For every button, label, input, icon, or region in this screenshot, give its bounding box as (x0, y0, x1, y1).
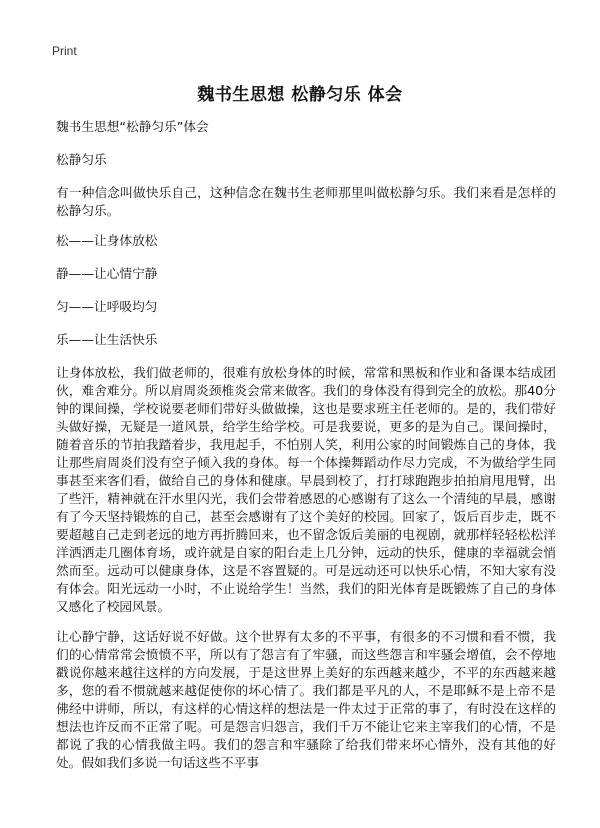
section-heading: 松静匀乐 (56, 152, 107, 167)
intro-paragraph: 有一种信念叫做快乐自己，这种信念在魏书生老师那里叫做松静匀乐。我们来看是怎样的松静匀乐。 (56, 185, 556, 218)
subtitle: 魏书生思想“松静匀乐”体会 (56, 119, 209, 134)
print-link[interactable]: Print (52, 44, 77, 58)
principle-jing: 静——让心情宁静 (56, 266, 158, 281)
body-paragraph-relax: 让身体放松，我们做老师的，很难有放松身体的时候，常常和黑板和作业和备课本结成团伙，难舍难分。所以肩周炎颈椎炎会常来做客。我们的身体没有得到完全的放松。那40分钟的课间操，学校说要老师们带好头做做操，这也是要求班主任老师的。是的，我们带好头做好操，无疑是一道风景，给学生给学校。可是我要说，更多的是为自己。课间操时，随着音乐的节拍我踏着步，我甩起手，不怕别人笑，利用公家的时间锻炼自己的身体，我让那些肩周炎们没有空子倾入我的身体。每一个体操舞蹈动作尽力完成，不为做给学生同事甚至来客们看，做给自己的身体和健康。早晨到校了，打打球跑跑步拍拍肩甩甩臂，出了些汗，精神就在汗水里闪光，我们会带着感恩的心感谢有了这么一个清纯的早晨，感谢有了今天坚持锻炼的自己，甚至会感谢有了这个美好的校园。回家了，饭后百步走，既不要超越自己走到老远的地方再折腾回来，也不留念饭后美丽的电视剧，就那样轻轻松松洋洋洒洒走几圈体育场，或许就是自家的阳台走上几分钟，远动的快乐，健康的幸福就会悄然而至。远动可以健康身体，这是不容置疑的。可是远动还可以快乐心情，不知大家有没有体会。阳光远动一小时，不止说给学生！当然，我们的阳光体育是既锻炼了自己的身体又感化了校园风景。 (56, 365, 556, 614)
principle-le: 乐——让生活快乐 (56, 332, 158, 347)
principle-song: 松——让身体放松 (56, 233, 158, 248)
document-body (56, 118, 556, 784)
principle-yun: 匀——让呼吸均匀 (56, 299, 158, 314)
page-title: 魏书生思想 松静匀乐 体会 (197, 85, 403, 105)
body-paragraph-calm: 让心静宁静，这话好说不好做。这个世界有太多的不平事，有很多的不习惯和看不惯，我们的心情常常会愤愤不平，所以有了怨言有了牢骚，而这些怨言和牢骚会增值，会不停地戳说你越来越往这样的方向发展，于是这世界上美好的东西越来越少，不平的东西越来越多，您的看不惯就越来越促使你的坏心情了。我们都是平凡的人，不是耶稣不是上帝不是佛经中讲师，所以，有这样的心情这样的想法是一件太过于正常的事了，有时没在这样的想法也许反而不正常了呢。可是怨言归怨言，我们千万不能让它来主宰我们的心情，不是都说了我的心情我做主吗。我们的怨言和牢骚除了给我们带来坏心情外，没有其他的好处。假如我们多说一句话这些不平事 (56, 629, 556, 770)
